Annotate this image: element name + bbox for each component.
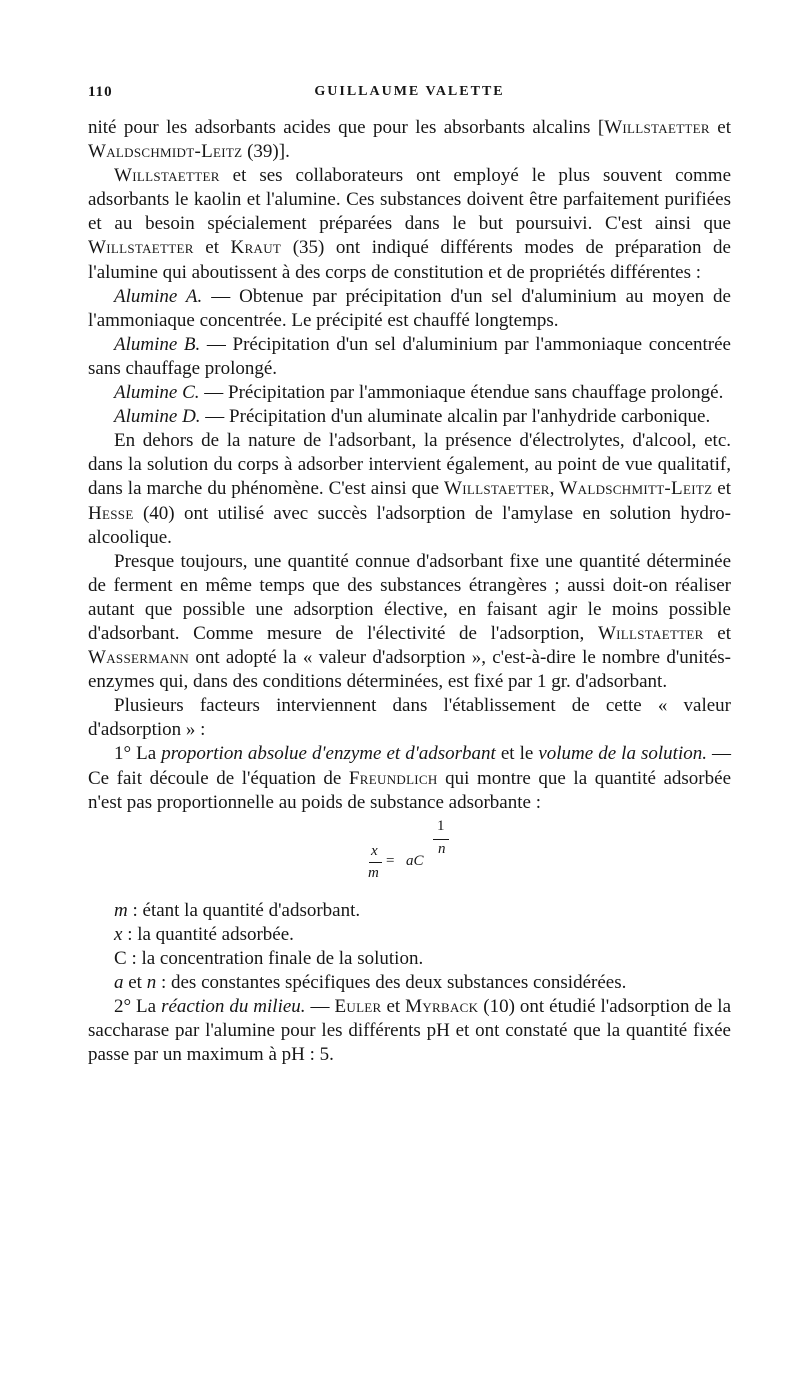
definition-item (88, 947, 731, 971)
text-run: et le (495, 743, 539, 765)
author-name: Wassermann (88, 647, 190, 669)
text-run: et (381, 996, 406, 1018)
page-number: 110 (88, 84, 113, 100)
exponent-fraction-bar (433, 839, 449, 840)
alumine-label: Alumine C. (114, 382, 200, 404)
definition-item (88, 971, 731, 995)
paragraph (88, 429, 731, 549)
page-header (88, 84, 731, 106)
symbol: n (146, 972, 157, 993)
author-name: Freundlich (348, 767, 438, 789)
exponent-numerator: 1 (437, 817, 445, 834)
text-run: : des constantes spécifiques des deux substances considérées. (156, 972, 627, 993)
alumine-item (88, 285, 731, 333)
text-run: (10) ont étudié l'adsorption de la saccharase par l'alumine pour les différents pH et ont constaté que la quantité fixée passe par un maximum à pH : 5. (88, 996, 732, 1066)
fraction-bar (369, 862, 382, 863)
author-name: Waldschmitt-Leitz (559, 478, 713, 500)
text-run: : la concentration finale de la solution. (126, 947, 424, 969)
text-run: et (712, 478, 732, 500)
alumine-label: Alumine D. (114, 406, 201, 428)
author-name: Myrback (405, 996, 479, 1018)
symbol: C (114, 947, 127, 969)
formula-term: aC (406, 852, 424, 869)
alumine-item (88, 333, 731, 381)
alumine-label: Alumine A. (114, 285, 203, 307)
text-run: , (549, 478, 560, 500)
text-run: nité pour les adsorbants acides que pour les absorbants alcalins [ (88, 117, 605, 138)
author-name: Kraut (230, 237, 282, 259)
text-run: : étant la quantité d'adsorbant. (127, 899, 361, 921)
emphasis: volume de la solution. (538, 743, 707, 765)
text-run: Presque toujours, une quantité connue d'adsorbant fixe une quantité déterminée de ferment en même temps que des substances étrangères ; aussi doit-on réaliser autant que possible une adsorption élective, en faisant agir le moins possible d'adsorbant. Comme mesure de l'électivité de l'adsorption, (88, 550, 731, 644)
definition-item (88, 899, 731, 923)
definition-item (88, 923, 731, 947)
equals-sign: = (386, 852, 395, 869)
text-run: (39)]. (242, 141, 290, 163)
text-run: et ses collaborateurs ont employé le plus souvent comme adsorbants le kaolin et l'alumine. Ces substances doivent être parfaitement purifiées et au besoin spécialement préparées dans le but poursuivi. C'est ainsi que (88, 165, 731, 235)
emphasis: réaction du milieu. (161, 996, 306, 1018)
alumine-item (88, 381, 731, 405)
text-run: 2° La (114, 996, 162, 1018)
text-run: et (193, 237, 231, 259)
author-name: Willstaetter (604, 117, 710, 138)
symbol: m (114, 899, 128, 921)
text-run: (35) ont indiqué différents modes de préparation de l'alumine qui aboutissent à des corps de constitution et de propriétés différentes : (88, 237, 731, 283)
paragraph: Plusieurs facteurs interviennent dans l'établissement de cette « valeur d'adsorption » : (88, 695, 731, 741)
text-run: : la quantité adsorbée. (122, 923, 294, 945)
author-name: Willstaetter (597, 622, 704, 644)
paragraph (88, 995, 731, 1067)
running-title: GUILLAUME VALETTE (314, 84, 505, 99)
author-name: Willstaetter (444, 478, 550, 500)
text-run: — Obtenue par précipitation d'un sel d'aluminium au moyen de l'ammoniaque concentrée. Le précipité est chauffé longtemps. (88, 285, 731, 331)
paragraph (88, 550, 731, 695)
author-name: Willstaetter (114, 165, 220, 187)
text-run: — (305, 996, 335, 1018)
paragraph (88, 116, 731, 164)
symbol: a (114, 972, 124, 993)
text-run: et (703, 622, 731, 644)
text-run: — Précipitation par l'ammoniaque étendue sans chauffage prolongé. (199, 382, 724, 404)
author-name: Willstaetter (88, 237, 194, 259)
exponent-denominator: n (438, 840, 446, 857)
text-run: qui montre que la quantité adsorbée n'est pas proportionnelle au poids de substance adsorbante : (88, 767, 731, 813)
paragraph (88, 164, 731, 284)
text-run: En dehors de la nature de l'adsorbant, la présence d'électrolytes, d'alcool, etc. dans la solution du corps à adsorber intervient également, au point de vue qualitatif, dans la marche du phénomène. C'est ainsi que (88, 430, 731, 500)
symbol: x (114, 923, 123, 945)
author-name: Hesse (88, 502, 134, 524)
text-run: (40) ont utilisé avec succès l'adsorption de l'amylase en solution hydro-alcoolique. (88, 502, 731, 548)
emphasis: proportion absolue d'enzyme et d'adsorbant (161, 743, 496, 765)
text-run: — Précipitation d'un aluminate alcalin par l'anhydride carbonique. (200, 406, 711, 428)
author-name: Waldschmidt-Leitz (88, 141, 243, 163)
formula-denominator: m (368, 864, 379, 881)
text-run: ont adopté la « valeur d'adsorption », c'est-à-dire le nombre d'unités-enzymes qui, dans des conditions déterminées, est fixé par 1 gr. d'adsorbant. (88, 647, 731, 693)
author-name: Euler (334, 996, 382, 1018)
text-run: — Ce fait découle de l'équation de (88, 743, 731, 789)
formula-numerator: x (371, 842, 378, 859)
freundlich-equation (88, 815, 731, 899)
text-run: et (123, 972, 147, 993)
text-run: et (709, 117, 732, 138)
page-body (88, 116, 731, 1067)
text-run: 1° La (114, 743, 162, 765)
paragraph (88, 742, 731, 814)
alumine-label: Alumine B. (114, 333, 201, 355)
alumine-item (88, 405, 731, 429)
text-run: — Précipitation d'un sel d'aluminium par l'ammoniaque concentrée sans chauffage prolongé. (88, 333, 731, 379)
